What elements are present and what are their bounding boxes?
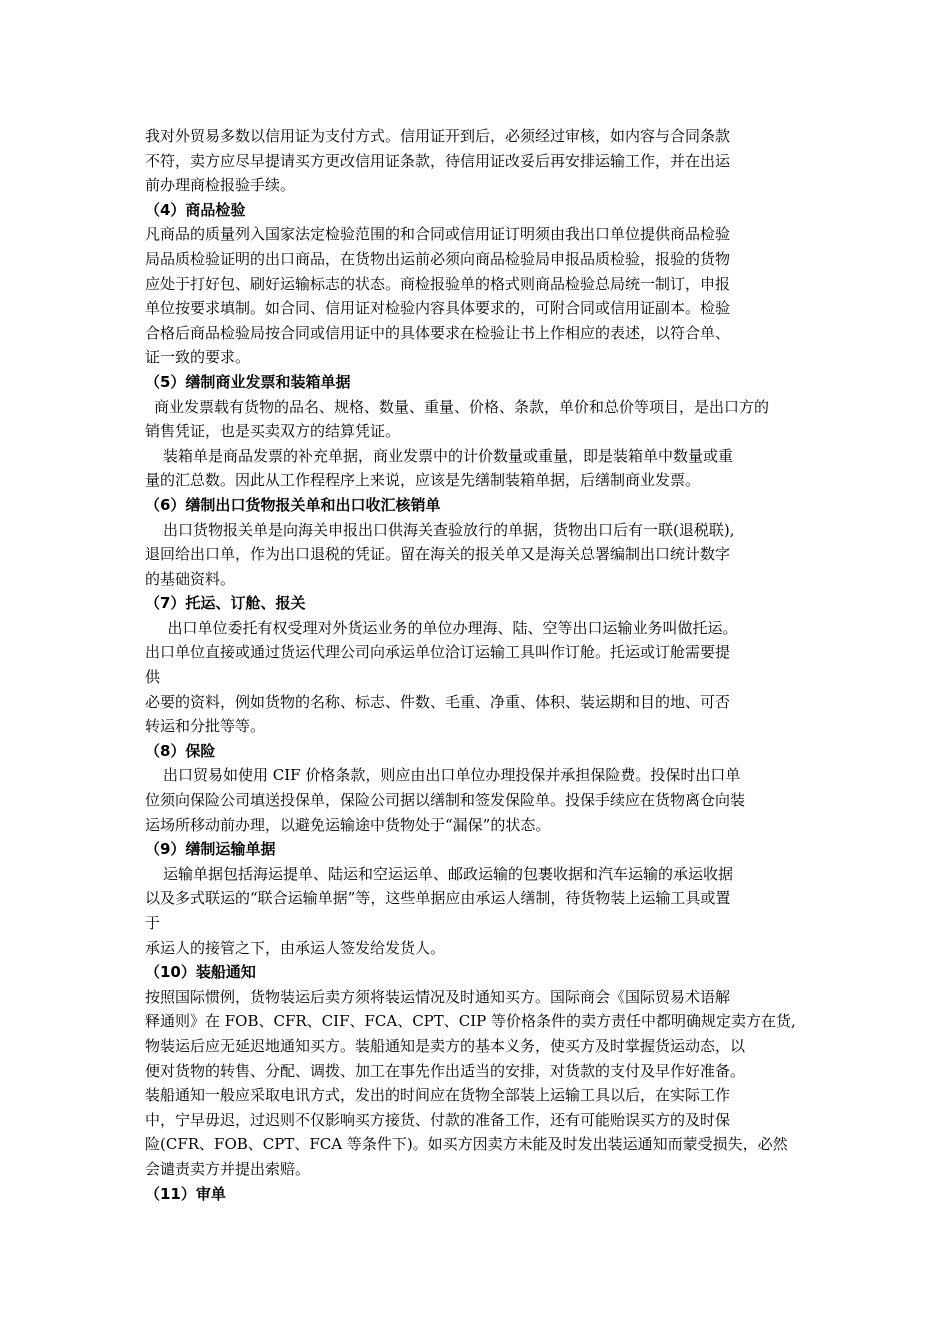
paragraph-line: 的基础资料。 [145, 569, 236, 588]
paragraph-line: 单位按要求填制。如合同、信用证对检验内容具体要求的，可附合同或信用证副本。检验 [145, 299, 731, 318]
paragraph-line: 物装运后应无延迟地通知买方。装船通知是卖方的基本义务，使买方及时掌握货运动态，以 [145, 1036, 746, 1055]
paragraph-line: 退回给出口单，作为出口退税的凭证。留在海关的报关单又是海关总署编制出口统计数字 [145, 545, 731, 564]
section-heading: （11）审单 [145, 1184, 226, 1203]
document-body [145, 124, 810, 1206]
paragraph-line: 出口贸易如使用 CIF 价格条款，则应由出口单位办理投保并承担保险费。投保时出口单 [163, 766, 741, 785]
section-heading: （7）托运、订舱、报关 [145, 594, 306, 613]
section-heading: （6）缮制出口货物报关单和出口收汇核销单 [145, 495, 441, 514]
paragraph-line: 合格后商品检验局按合同或信用证中的具体要求在检验让书上作相应的表述，以符合单、 [145, 323, 731, 342]
section-heading: （4）商品检验 [145, 200, 246, 219]
section-heading: （10）装船通知 [145, 963, 256, 982]
paragraph-line: 必要的资料，例如货物的名称、标志、件数、毛重、净重、体积、装运期和目的地、可否 [145, 692, 731, 711]
paragraph-line: 会谴责卖方并提出索赔。 [145, 1159, 311, 1178]
paragraph-line: 释通则》在 FOB、CFR、CIF、FCA、CPT、CIP 等价格条件的卖方责任中都明确规定卖方在货, [145, 1012, 796, 1031]
paragraph-line: 险(CFR、FOB、CPT、FCA 等条件下)。如买方因卖方未能及时发出装运通知而蒙受损失，必然 [145, 1135, 788, 1154]
paragraph-line: 我对外贸易多数以信用证为支付方式。信用证开到后，必须经过审核，如内容与合同条款 [145, 127, 731, 145]
paragraph-line: 运场所移动前办理，以避免运输途中货物处于“漏保”的状态。 [145, 815, 551, 834]
paragraph-line: 以及多式联运的“联合运输单据”等，这些单据应由承运人缮制，待货物装上运输工具或置 [145, 889, 731, 908]
paragraph-line: 商业发票载有货物的品名、规格、数量、重量、价格、条款，单价和总价等项目，是出口方的 [154, 397, 770, 416]
paragraph-line: 证一致的要求。 [145, 348, 251, 367]
section-heading: （8）保险 [145, 741, 216, 760]
paragraph-line: 应处于打好包、刷好运输标志的状态。商检报验单的格式则商品检验总局统一制订，申报 [145, 274, 731, 293]
paragraph-line: 供 [145, 668, 161, 687]
paragraph-line: 量的汇总数。因此从工作程程序上来说，应该是先缮制装箱单据，后缮制商业发票。 [145, 471, 701, 490]
paragraph-line: 中，宁早毋迟，过迟则不仅影响买方接货、付款的准备工作，还有可能贻误买方的及时保 [145, 1110, 731, 1129]
paragraph-line: 局品质检验证明的出口商品，在货物出运前必须向商品检验局申报品质检验，报验的货物 [145, 249, 731, 268]
paragraph-line: 出口单位直接或通过货运代理公司向承运单位洽订运输工具叫作订舱。托运或订舱需要提 [145, 643, 731, 662]
paragraph-line: 转运和分批等等。 [145, 717, 266, 736]
section-heading: （9）缮制运输单据 [145, 840, 276, 859]
paragraph-line: 销售凭证，也是买卖双方的结算凭证。 [145, 422, 401, 441]
section-heading: （5）缮制商业发票和装箱单据 [145, 372, 351, 391]
paragraph-line: 按照国际惯例，货物装运后卖方须将装运情况及时通知买方。国际商会《国际贸易术语解 [145, 987, 731, 1006]
paragraph-line: 前办理商检报验手续。 [145, 176, 296, 195]
paragraph-line: 位须向保险公司填送投保单，保险公司据以缮制和签发保险单。投保手续应在货物离仓向装 [145, 791, 746, 810]
paragraph-line: 装船通知一般应采取电讯方式，发出的时间应在货物全部装上运输工具以后，在实际工作 [145, 1086, 731, 1105]
paragraph-line: 装箱单是商品发票的补充单据，商业发票中的计价数量或重量，即是装箱单中数量或重 [163, 446, 734, 465]
paragraph-line: 不符，卖方应尽早提请买方更改信用证条款，待信用证改妥后再安排运输工作，并在出运 [145, 151, 731, 170]
paragraph-line: 运输单据包括海运提单、陆运和空运运单、邮政运输的包裹收据和汽车运输的承运收据 [163, 864, 734, 883]
paragraph-line: 承运人的接管之下，由承运人签发给发货人。 [145, 938, 446, 957]
paragraph-line: 出口货物报关单是向海关申报出口供海关查验放行的单据，货物出口后有一联(退税联), [163, 520, 735, 539]
paragraph-line: 便对货物的转售、分配、调拨、加工在事先作出适当的安排，对货款的支付及早作好准备。 [145, 1061, 746, 1080]
paragraph-line: 出口单位委托有权受理对外货运业务的单位办理海、陆、空等出口运输业务叫做托运。 [167, 618, 738, 637]
paragraph-line: 凡商品的质量列入国家法定检验范围的和合同或信用证订明须由我出口单位提供商品检验 [145, 225, 731, 244]
paragraph-line: 于 [145, 914, 161, 932]
